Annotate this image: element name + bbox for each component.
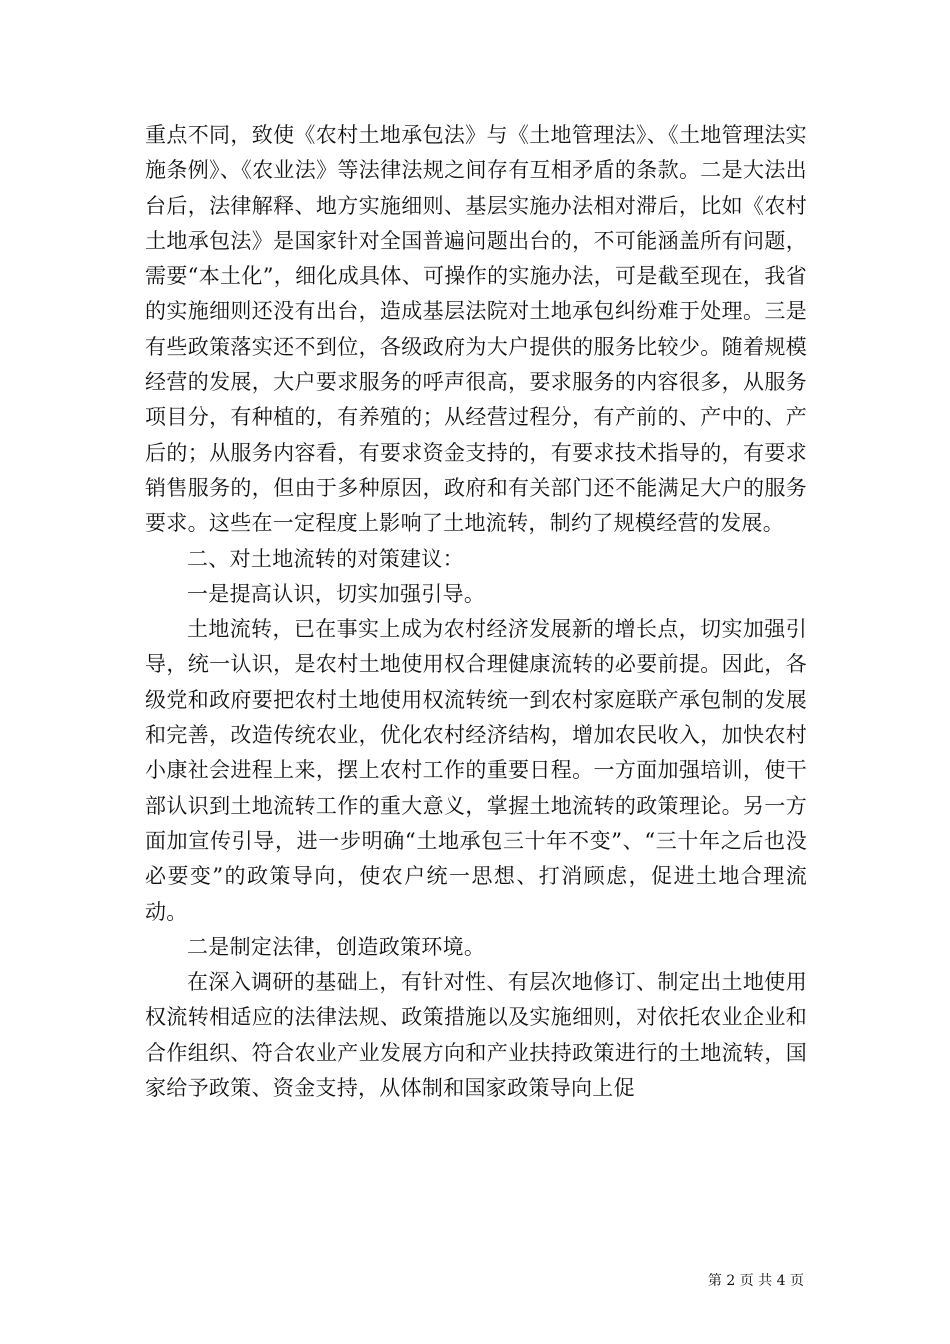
paragraph-raise-awareness: 土地流转，已在事实上成为农村经济发展新的增长点，切实加强引导，统一认识，是农村土地使用权合理健康流转的必要前提。因此，各级党和政府要把农村土地使用权流转统一到农村家庭联产承包制的发展和完善，改造传统农业，优化农村经济结构，增加农民收入，加快农村小康社会进程上来，摆上农村工作的重要日程。一方面加强培训，使干部认识到土地流转工作的重大意义，掌握土地流转的政策理论。另一方面加宣传引导，进一步明确“土地承包三十年不变”、“三十年之后也没必要变”的政策导向，使农户统一思想、打消顾虑，促进土地合理流动。 [145, 617, 807, 924]
section-heading-countermeasures: 二、对土地流转的对策建议： [187, 546, 464, 571]
paragraph-legislation: 在深入调研的基础上，有针对性、有层次地修订、制定出土地使用权流转相适应的法律法规、政策措施以及实施细则，对依托农业企业和合作组织、符合农业产业发展方向和产业扶持政策进行的土地流转，国家给予政策、资金支持，从体制和国家政策导向上促 [145, 970, 807, 1101]
page-number-footer: 第 2 页 共 4 页 [707, 1273, 804, 1289]
document-body [145, 118, 807, 1106]
subheading-raise-awareness: 一是提高认识，切实加强引导。 [187, 581, 486, 606]
subheading-legislation: 二是制定法律，创造政策环境。 [187, 934, 486, 959]
paragraph-continuation: 重点不同，致使《农村土地承包法》与《土地管理法》、《土地管理法实施条例》、《农业法》等法律法规之间存有互相矛盾的条款。二是大法出台后，法律解释、地方实施细则、基层实施办法相对滞后，比如《农村土地承包法》是国家针对全国普遍问题出台的，不可能涵盖所有问题，需要“本土化”，细化成具体、可操作的实施办法，可是截至现在，我省的实施细则还没有出台，造成基层法院对土地承包纠纷难于处理。三是有些政策落实还不到位，各级政府为大户提供的服务比较少。随着规模经营的发展，大户要求服务的呼声很高，要求服务的内容很多，从服务项目分，有种植的，有养殖的；从经营过程分，有产前的、产中的、产后的；从服务内容看，有要求资金支持的，有要求技术指导的，有要求销售服务的，但由于多种原因，政府和有关部门还不能满足大户的服务要求。这些在一定程度上影响了土地流转，制约了规模经营的发展。 [145, 123, 807, 536]
